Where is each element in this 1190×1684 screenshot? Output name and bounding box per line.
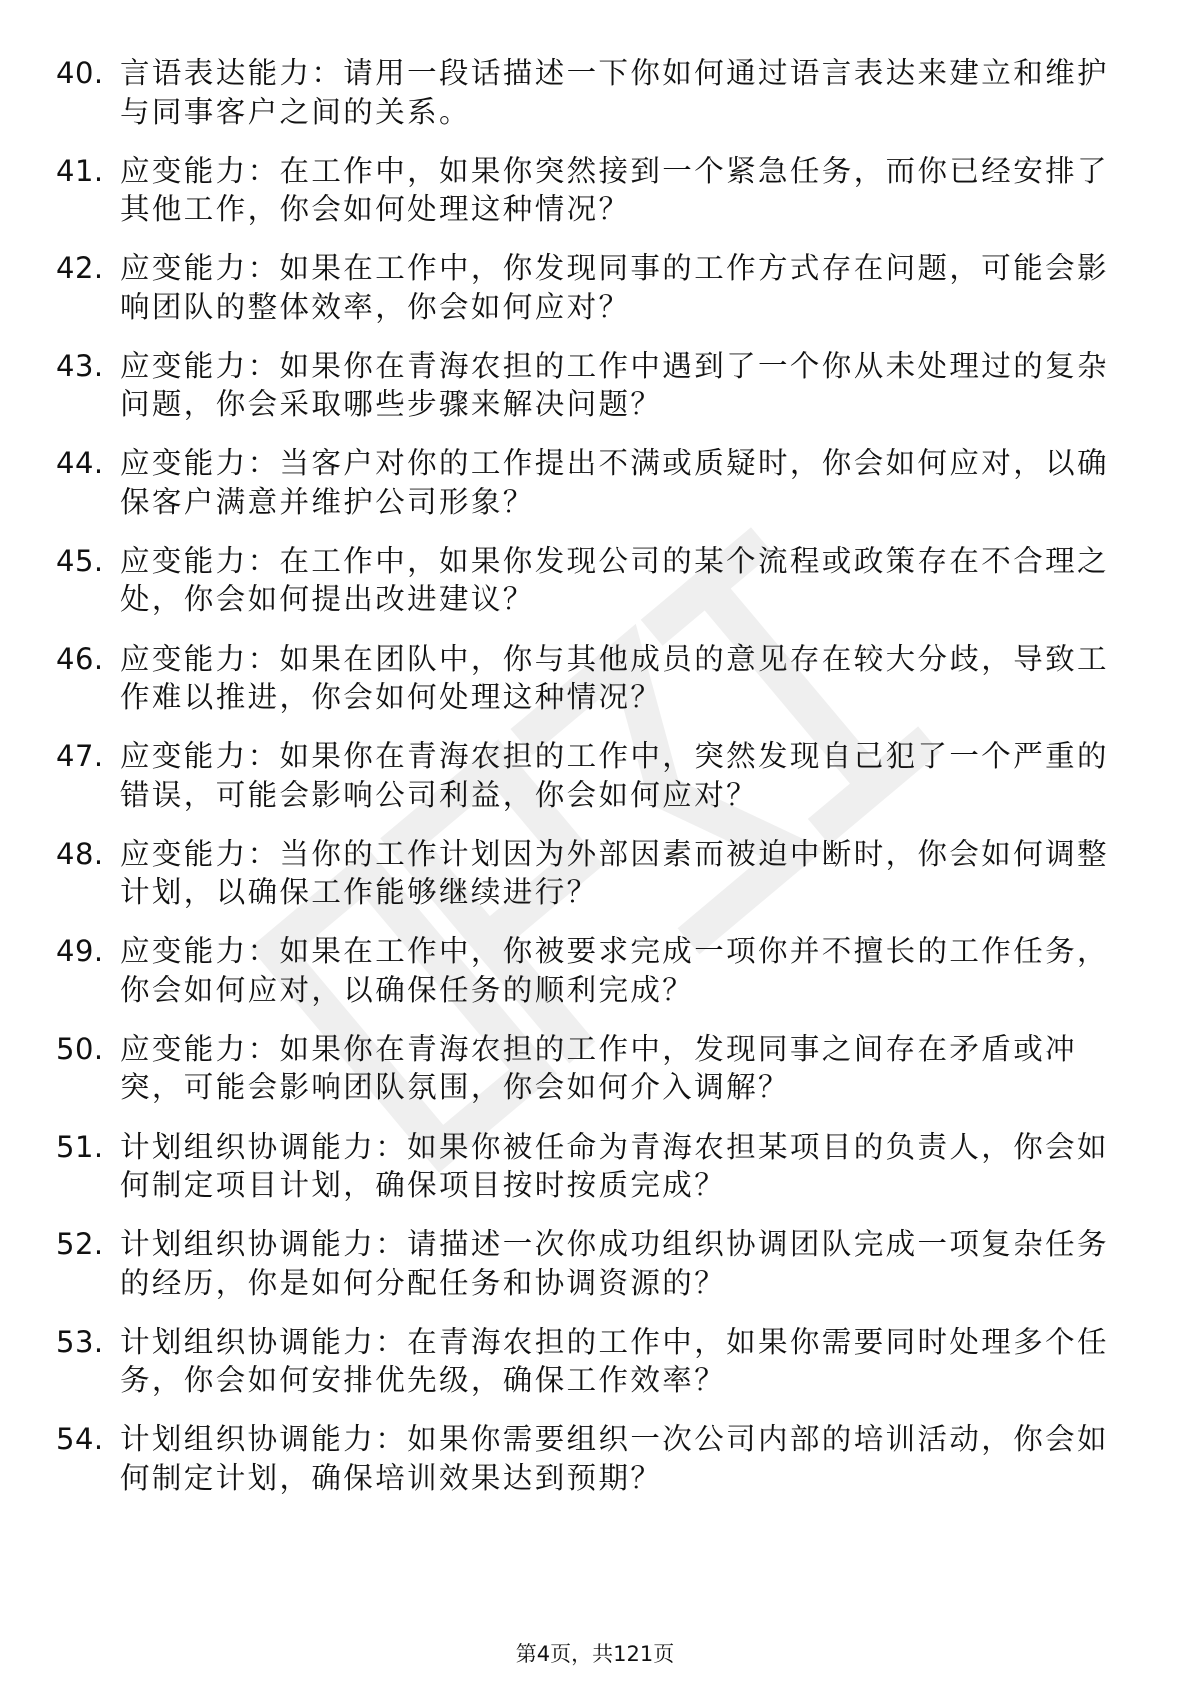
- question-text: 计划组织协调能力：如果你需要组织一次公司内部的培训活动，你会如何制定计划，确保培训效果达到预期？: [120, 1422, 1109, 1495]
- question-text: 应变能力：如果你在青海农担的工作中遇到了一个你从未处理过的复杂问题，你会采取哪些步骤来解决问题？: [120, 348, 1109, 422]
- question-text: 计划组织协调能力：如果你被任命为青海农担某项目的负责人，你会如何制定项目计划，确保项目按时按质完成？: [120, 1129, 1109, 1203]
- list-item: [56, 152, 1126, 250]
- list-item: [56, 1030, 1126, 1128]
- list-item: [56, 835, 1126, 933]
- list-item: [56, 1225, 1126, 1323]
- list-item: [56, 932, 1126, 1030]
- question-text: 应变能力：在工作中，如果你突然接到一个紧急任务，而你已经安排了其他工作，你会如何处理这种情况？: [120, 153, 1109, 227]
- question-text: 应变能力：如果在团队中，你与其他成员的意见存在较大分歧，导致工作难以推进，你会如何处理这种情况？: [120, 641, 1109, 715]
- question-text: 应变能力：如果你在青海农担的工作中，突然发现自己犯了一个严重的错误，可能会影响公司利益，你会如何应对？: [120, 739, 1109, 812]
- question-number: 47.: [56, 739, 104, 774]
- question-text: 应变能力：如果你在青海农担的工作中，发现同事之间存在矛盾或冲突，可能会影响团队氛围，你会如何介入调解？: [120, 1031, 1078, 1105]
- list-item: [56, 640, 1126, 738]
- question-number: 42.: [56, 251, 104, 286]
- question-number: 48.: [56, 836, 104, 871]
- list-item: [56, 54, 1126, 152]
- question-list: [56, 54, 1126, 1518]
- question-text: 应变能力：如果在工作中，你发现同事的工作方式存在问题，可能会影响团队的整体效率，你会如何应对？: [120, 251, 1109, 324]
- question-text: 言语表达能力：请用一段话描述一下你如何通过语言表达来建立和维护与同事客户之间的关系。: [120, 56, 1109, 129]
- question-number: 53.: [56, 1324, 104, 1359]
- list-item: [56, 1128, 1126, 1226]
- question-text: 应变能力：当客户对你的工作提出不满或质疑时，你会如何应对，以确保客户满意并维护公司形象？: [120, 446, 1109, 519]
- question-number: 50.: [56, 1031, 104, 1066]
- question-number: 45.: [56, 543, 104, 578]
- page-number: 第4页，共121页: [515, 1642, 675, 1666]
- list-item: [56, 444, 1126, 542]
- list-item: [56, 737, 1126, 835]
- question-number: 40.: [56, 56, 104, 90]
- question-number: 54.: [56, 1422, 104, 1457]
- question-number: 51.: [56, 1129, 104, 1164]
- question-text: 计划组织协调能力：在青海农担的工作中，如果你需要同时处理多个任务，你会如何安排优先级，确保工作效率？: [120, 1324, 1109, 1398]
- list-item: [56, 542, 1126, 640]
- question-text: 应变能力：当你的工作计划因为外部因素而被迫中断时，你会如何调整计划，以确保工作能够继续进行？: [120, 836, 1109, 910]
- question-number: 52.: [56, 1227, 104, 1262]
- list-item: [56, 1323, 1126, 1421]
- list-item: [56, 249, 1126, 347]
- question-number: 43.: [56, 348, 104, 383]
- question-number: 44.: [56, 446, 104, 481]
- list-item: [56, 347, 1126, 445]
- question-number: 46.: [56, 641, 104, 676]
- list-item: [56, 1420, 1126, 1518]
- question-number: 49.: [56, 934, 104, 969]
- question-number: 41.: [56, 153, 104, 188]
- question-text: 应变能力：如果在工作中，你被要求完成一项你并不擅长的工作任务，你会如何应对，以确保任务的顺利完成？: [120, 934, 1109, 1007]
- question-text: 应变能力：在工作中，如果你发现公司的某个流程或政策存在不合理之处，你会如何提出改进建议？: [120, 543, 1109, 617]
- question-text: 计划组织协调能力：请描述一次你成功组织协调团队完成一项复杂任务的经历，你是如何分配任务和协调资源的？: [120, 1227, 1109, 1300]
